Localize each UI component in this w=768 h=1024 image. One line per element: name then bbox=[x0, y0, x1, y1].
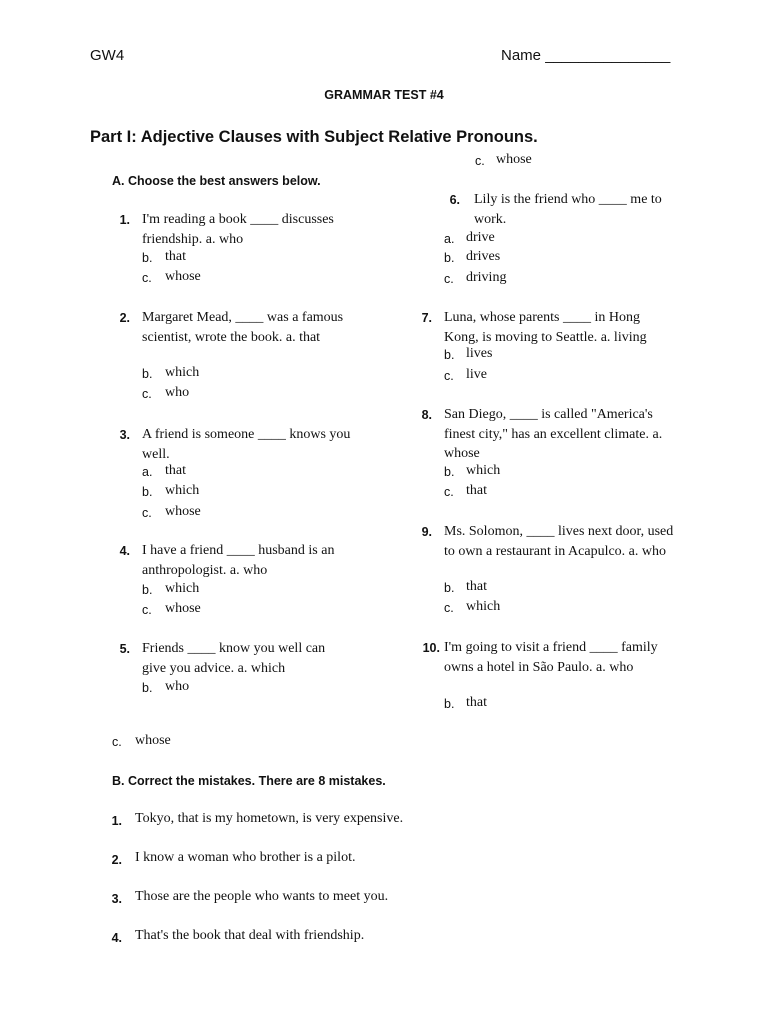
test-title: GRAMMAR TEST #4 bbox=[324, 88, 444, 102]
question-text: I'm going to visit a friend ____ family owns a hotel in São Paulo. a. who bbox=[444, 640, 658, 675]
option-text: whose bbox=[496, 152, 532, 167]
name-label: Name bbox=[501, 47, 542, 64]
question-text: I'm reading a book ____ discusses friendship. a. who bbox=[142, 212, 334, 247]
question-number: 9. bbox=[421, 525, 432, 539]
question-text: Margaret Mead, ____ was a famous scientist, wrote the book. a. that bbox=[142, 310, 344, 345]
option-letter: b. bbox=[444, 465, 455, 479]
option-letter: b. bbox=[444, 581, 455, 595]
option-letter: c. bbox=[444, 601, 454, 615]
question-text: I have a friend ____ husband is an anthropologist. a. who bbox=[142, 543, 335, 578]
option-text: lives bbox=[466, 346, 493, 361]
question-text: San Diego, ____ is called "America's finest city," has an excellent climate. a. whose bbox=[444, 407, 663, 461]
question-text: Lily is the friend who ____ me to work. bbox=[474, 192, 662, 227]
question-number: 6. bbox=[449, 193, 460, 207]
option-letter: a. bbox=[444, 232, 455, 246]
option-text: that bbox=[466, 483, 487, 498]
option-text: whose bbox=[165, 601, 201, 616]
question-text: Ms. Solomon, ____ lives next door, used to own a restaurant in Acapulco. a. who bbox=[444, 524, 674, 559]
option-letter: b. bbox=[444, 697, 455, 711]
option-text: which bbox=[466, 463, 501, 478]
item-text: I know a woman who brother is a pilot. bbox=[135, 850, 356, 865]
option-letter: b. bbox=[444, 251, 455, 265]
question-number: 7. bbox=[421, 311, 432, 325]
option-text: that bbox=[165, 249, 186, 264]
item-number: 2. bbox=[111, 853, 122, 867]
option-letter: b. bbox=[444, 348, 455, 362]
option-letter: b. bbox=[142, 681, 153, 695]
item-text: Tokyo, that is my hometown, is very expensive. bbox=[135, 811, 404, 826]
question-number: 8. bbox=[421, 408, 432, 422]
option-text: drives bbox=[466, 249, 501, 264]
question-text: A friend is someone ____ knows you well. bbox=[142, 427, 351, 462]
question-number: 10. bbox=[422, 641, 440, 655]
name-field bbox=[501, 47, 670, 64]
option-text: whose bbox=[165, 504, 201, 519]
option-letter: c. bbox=[444, 485, 454, 499]
question-text: Friends ____ know you well can give you advice. a. which bbox=[142, 641, 326, 676]
question-number: 5. bbox=[119, 642, 130, 656]
option-text: that bbox=[165, 463, 186, 478]
item-number: 3. bbox=[111, 892, 122, 906]
name-blank: _______________ bbox=[545, 47, 671, 64]
option-letter: c. bbox=[142, 387, 152, 401]
item-number: 4. bbox=[111, 931, 122, 945]
option-text: which bbox=[165, 483, 200, 498]
option-text: whose bbox=[165, 269, 201, 284]
option-text: whose bbox=[135, 733, 171, 748]
option-text: that bbox=[466, 579, 487, 594]
question-number: 2. bbox=[119, 311, 130, 325]
option-letter: c. bbox=[112, 735, 122, 749]
option-letter: b. bbox=[142, 485, 153, 499]
option-text: who bbox=[165, 679, 190, 694]
option-letter: c. bbox=[142, 271, 152, 285]
option-text: driving bbox=[466, 270, 507, 285]
option-letter: b. bbox=[142, 367, 153, 381]
class-code: GW4 bbox=[90, 47, 125, 64]
option-letter: c. bbox=[444, 369, 454, 383]
option-letter: c. bbox=[475, 154, 485, 168]
item-number: 1. bbox=[111, 814, 122, 828]
option-letter: c. bbox=[142, 603, 152, 617]
section-a-heading: A. Choose the best answers below. bbox=[112, 174, 321, 188]
option-text: drive bbox=[466, 230, 495, 245]
option-text: live bbox=[466, 367, 487, 382]
option-text: which bbox=[165, 581, 200, 596]
option-letter: c. bbox=[142, 506, 152, 520]
part-heading: Part I: Adjective Clauses with Subject Relative Pronouns. bbox=[90, 128, 538, 146]
option-letter: c. bbox=[444, 272, 454, 286]
question-number: 1. bbox=[119, 213, 130, 227]
option-text: which bbox=[466, 599, 501, 614]
option-text: who bbox=[165, 385, 190, 400]
option-text: which bbox=[165, 365, 200, 380]
option-letter: b. bbox=[142, 251, 153, 265]
question-number: 3. bbox=[119, 428, 130, 442]
section-b-heading: B. Correct the mistakes. There are 8 mistakes. bbox=[112, 774, 386, 788]
question-number: 4. bbox=[119, 544, 130, 558]
item-text: That's the book that deal with friendship. bbox=[135, 928, 365, 943]
item-text: Those are the people who wants to meet you. bbox=[135, 889, 389, 904]
option-text: that bbox=[466, 695, 487, 710]
option-letter: a. bbox=[142, 465, 153, 479]
question-text: Luna, whose parents ____ in Hong Kong, is moving to Seattle. a. living bbox=[444, 310, 647, 345]
option-letter: b. bbox=[142, 583, 153, 597]
